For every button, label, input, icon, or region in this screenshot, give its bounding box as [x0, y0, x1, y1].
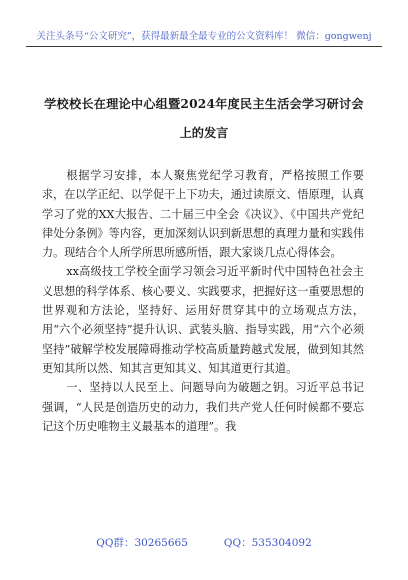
paragraph: xx高级技工学校全面学习领会习近平新时代中国特色社会主义思想的科学体系、核心要义、实践要求，把握好这一重要思想的世界观和方法论，坚持好、运用好贯穿其中的立场观点方法，用“六个必须坚持”提升认识、武装头脑、指导实践，用“六个必须坚持”破解学校发展障碍推动学校高质量跨越式发展，做到知其然更知其所以然、知其言更知其义、知其道更行其道。 — [42, 265, 364, 375]
footer-contact — [0, 535, 408, 550]
document-body — [42, 166, 364, 436]
document-title-line2: 上的发言 — [179, 126, 229, 140]
paragraph: 根据学习安排，本人聚焦党纪学习教育，严格按照工作要求，在以学正纪、以学促干上下功夫，通过读原文、悟原理，认真学习了党的XX大报告、二十届三中全会《决议》、《中国共产党纪律处分条例》等内容，更加深刻认识到新思想的真理力量和实践伟力。现结合个人所学所思所感所悟，跟大家谈几点心得体会。 — [42, 169, 364, 260]
header-banner: 关注头条号“公文研究”，获得最新最全最专业的公文资料库！ 微信：gongwenj — [36, 31, 372, 42]
footer-qq: QQ：535304092 — [223, 537, 312, 549]
document-title: 学校校长在理论中心组暨2024年度民主生活会学习研讨会 — [44, 97, 364, 111]
paragraph: 一、坚持以人民至上、问题导向为破题之钥。习近平总书记强调，“人民是创造历史的动力，我们共产党人任何时候都不要忘记这个历史唯物主义最基本的道理”。我 — [42, 381, 364, 433]
footer-qq-group: QQ群：30265665 — [96, 537, 188, 549]
header-divider — [26, 46, 382, 47]
